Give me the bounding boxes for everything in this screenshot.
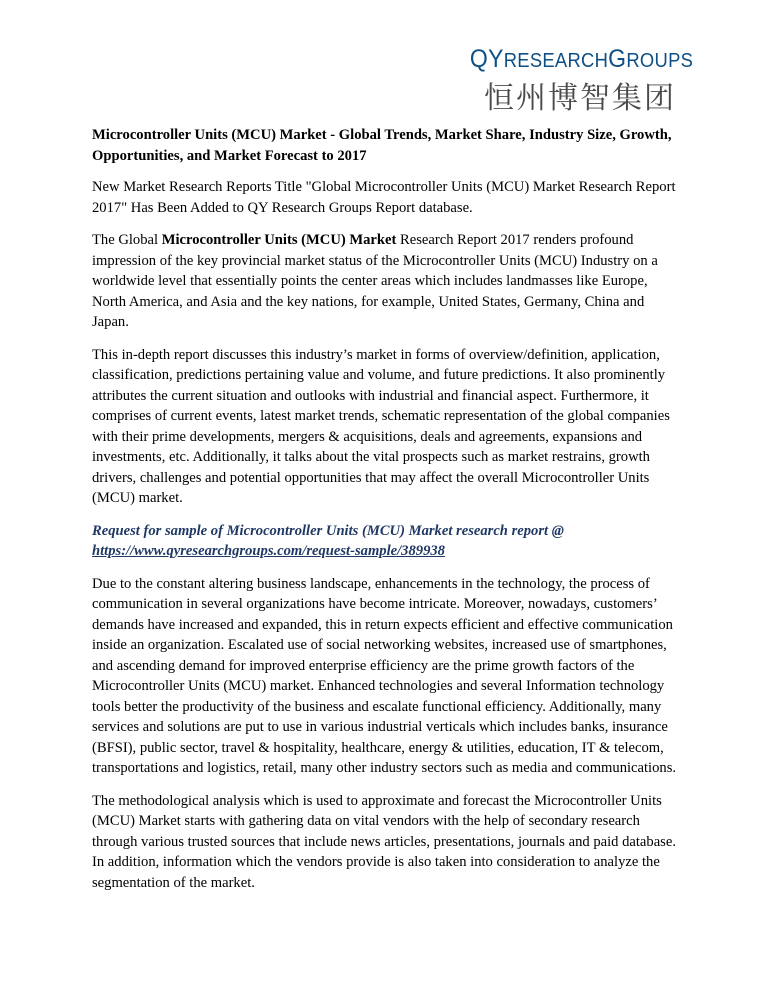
sample-request xyxy=(92,521,682,562)
overview-paragraph xyxy=(92,230,682,333)
logo-english: QYRESEARCHGROUPS xyxy=(469,45,694,73)
growth-factors-paragraph: Due to the constant altering business landscape, enhancements in the technology, the process of communication in several organizations have become intricate. Moreover, nowadays, customers’ demands have increased and expanded, this in return expects efficient and effective communication inside an organization. Escalated use of social networking websites, increased use of smartphones, and ascending demand for improved enterprise efficiency are the prime growth factors of the Microcontroller Units (MCU) market. Enhanced technologies and several Information technology tools better the productivity of the business and escalate functional efficiency. Additionally, many services and solutions are put to use in various industrial verticals which includes banks, insurance (BFSI), public sector, travel & hospitality, healthcare, energy & utilities, education, IT & telecom, transportations and logistics, retail, many other industry sectors such as media and communications. xyxy=(92,575,677,776)
intro-paragraph: New Market Research Reports Title "Global Microcontroller Units (MCU) Market Research Report 2017" Has Been Added to QY Research Groups Report database. xyxy=(92,179,676,216)
overview-rest: Research Report 2017 renders profound impression of the key provincial market status of the Microcontroller Units (MCU) Industry on a worldwide level that essentially points the center areas which includes landmasses like Europe, North America, and Asia and the key nations, for example, United States, Germany, China and Japan. xyxy=(92,232,658,330)
report-scope-paragraph: This in-depth report discusses this industry’s market in forms of overview/definition, application, classification, predictions pertaining value and volume, and future predictions. It also prominently attributes the current situation and outlooks with industrial and financial aspect. Furthermore, it comprises of current events, latest market trends, schematic representation of the global companies with their prime developments, mergers & acquisitions, deals and agreements, expansions and investments, etc. Additionally, it talks about the vital prospects such as market restrains, growth drivers, challenges and potential opportunities that may affect the overall Microcontroller Units (MCU) market. xyxy=(92,346,670,506)
sample-request-link[interactable]: https://www.qyresearchgroups.com/request-sample/389938 xyxy=(92,543,445,559)
document-title: Microcontroller Units (MCU) Market - Global Trends, Market Share, Industry Size, Growth, Opportunities, and Market Forecast to 2017 xyxy=(92,127,672,164)
company-logo xyxy=(452,44,694,118)
logo-chinese: 恒州博智集团 xyxy=(484,81,676,116)
overview-prefix: The Global xyxy=(92,232,162,248)
market-name-bold: Microcontroller Units (MCU) Market xyxy=(161,232,397,248)
sample-request-text: Request for sample of Microcontroller Units (MCU) Market research report @ xyxy=(92,522,564,539)
document-body xyxy=(92,125,682,905)
methodology-paragraph: The methodological analysis which is used to approximate and forecast the Microcontroller Units (MCU) Market starts with gathering data on vital vendors with the help of secondary research through various trusted sources that include news articles, presentations, journals and paid database. In addition, information which the vendors provide is also taken into consideration to analyze the segmentation of the market. xyxy=(92,792,676,891)
